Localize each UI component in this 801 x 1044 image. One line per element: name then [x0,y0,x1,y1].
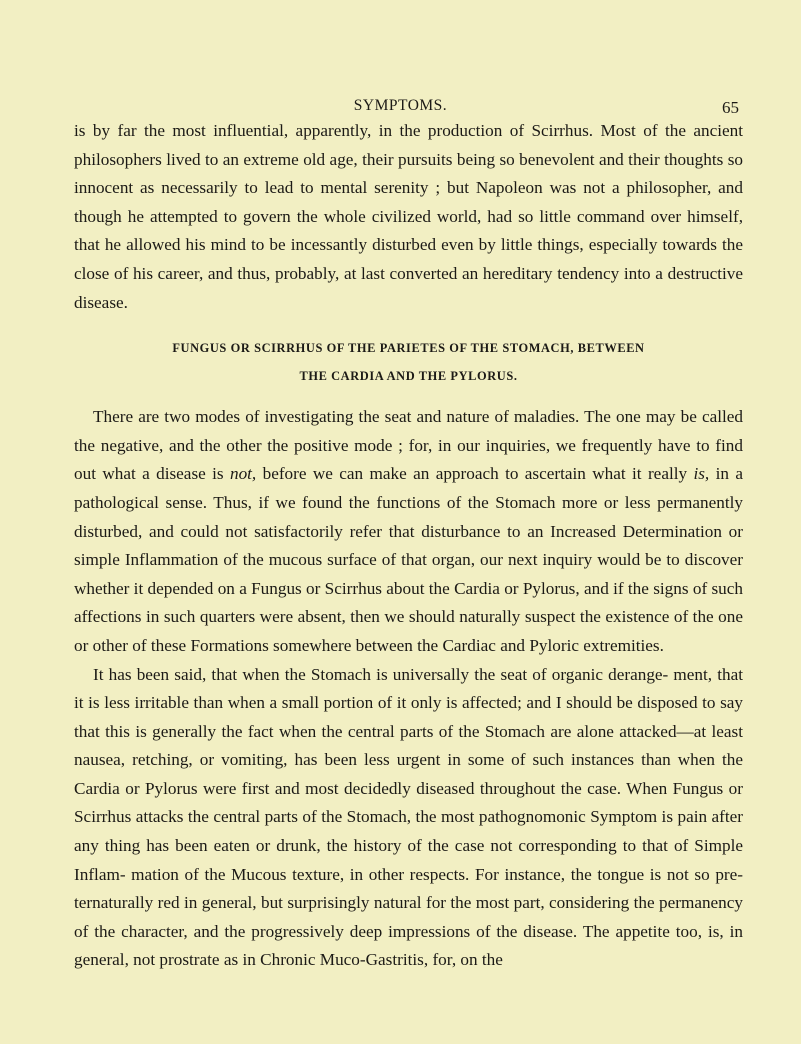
paragraph-central-parts: It has been said, that when the Stomach is universally the seat of organic derange- ment, that it is less irritable than when a small portion of it only is affected; and I should be disposed to say that this is generally the fact when the central parts of the Stomach are alone attacked—at least nausea, retching, or vomiting, has been less urgent in some of such instances than when the Cardia or Pylorus were first and most decidedly diseased throughout the case. When Fungus or Scirrhus attacks the central parts of the Stomach, the most pathognomonic Symptom is pain after any thing has been eaten or drunk, the history of the case not corresponding to that of Simple Inflam- mation of the Mucous texture, in other respects. For instance, the tongue is not so pre- ternaturally red in general, but surprisingly natural for the most part, considering the permanency of the character, and the progressively deep impressions of the disease. The appetite too, is, in general, not prostrate as in Chronic Muco-Gastritis, for, on the [74,664,743,970]
emphasis-not: not, [229,464,257,484]
section-heading-line-2: THE CARDIA AND THE PYLORUS. [299,369,518,384]
paragraph-text: before we can make an approach to ascertain what it really [256,464,694,484]
running-head [0,94,801,118]
paragraph-text: in a pathological sense. Thus, if we found the functions of the Stomach more or less permanently disturbed, and could not satisfactorily refer that disturbance to an Increased Determination or simple Inflammation of the mucous surface of that organ, our next inquiry would be to discover whether it depended on a Fungus or Scirrhus about the Cardia or Pylorus, and if the signs of such affections in such quarters were absent, then we should naturally suspect the existence of the one or other of these Formations somewhere between the Cardiac and Pyloric extremities. [74,464,743,655]
body-text [74,117,743,975]
section-heading-line-1: FUNGUS OR SCIRRHUS OF THE PARIETES OF THE STOMACH, BETWEEN [172,341,645,356]
running-title: SYMPTOMS. [353,97,448,114]
paragraph-modes-of-investigation [74,403,743,660]
paragraph-text: There are two modes of investigating the seat and nature of maladies. The one may be called the negative, and the other the positive mode ; for, in our inquiries, we frequently have to find out what a disease is [74,407,743,484]
emphasis-is: is, [693,464,710,484]
paragraph-napoleon: is by far the most influential, apparently, in the production of Scirrhus. Most of the ancient philosophers lived to an extreme old age, their pursuits being so benevolent and their thoughts so innocent as necessarily to lead to mental serenity ; but Napoleon was not a philosopher, and though he attempted to govern the whole civilized world, had so little command over himself, that he allowed his mind to be incessantly disturbed even by little things, especially towards the close of his career, and thus, probably, at last converted an hereditary tendency into a destructive disease. [74,121,743,312]
page-number: 65 [722,98,739,117]
section-heading [74,317,743,403]
